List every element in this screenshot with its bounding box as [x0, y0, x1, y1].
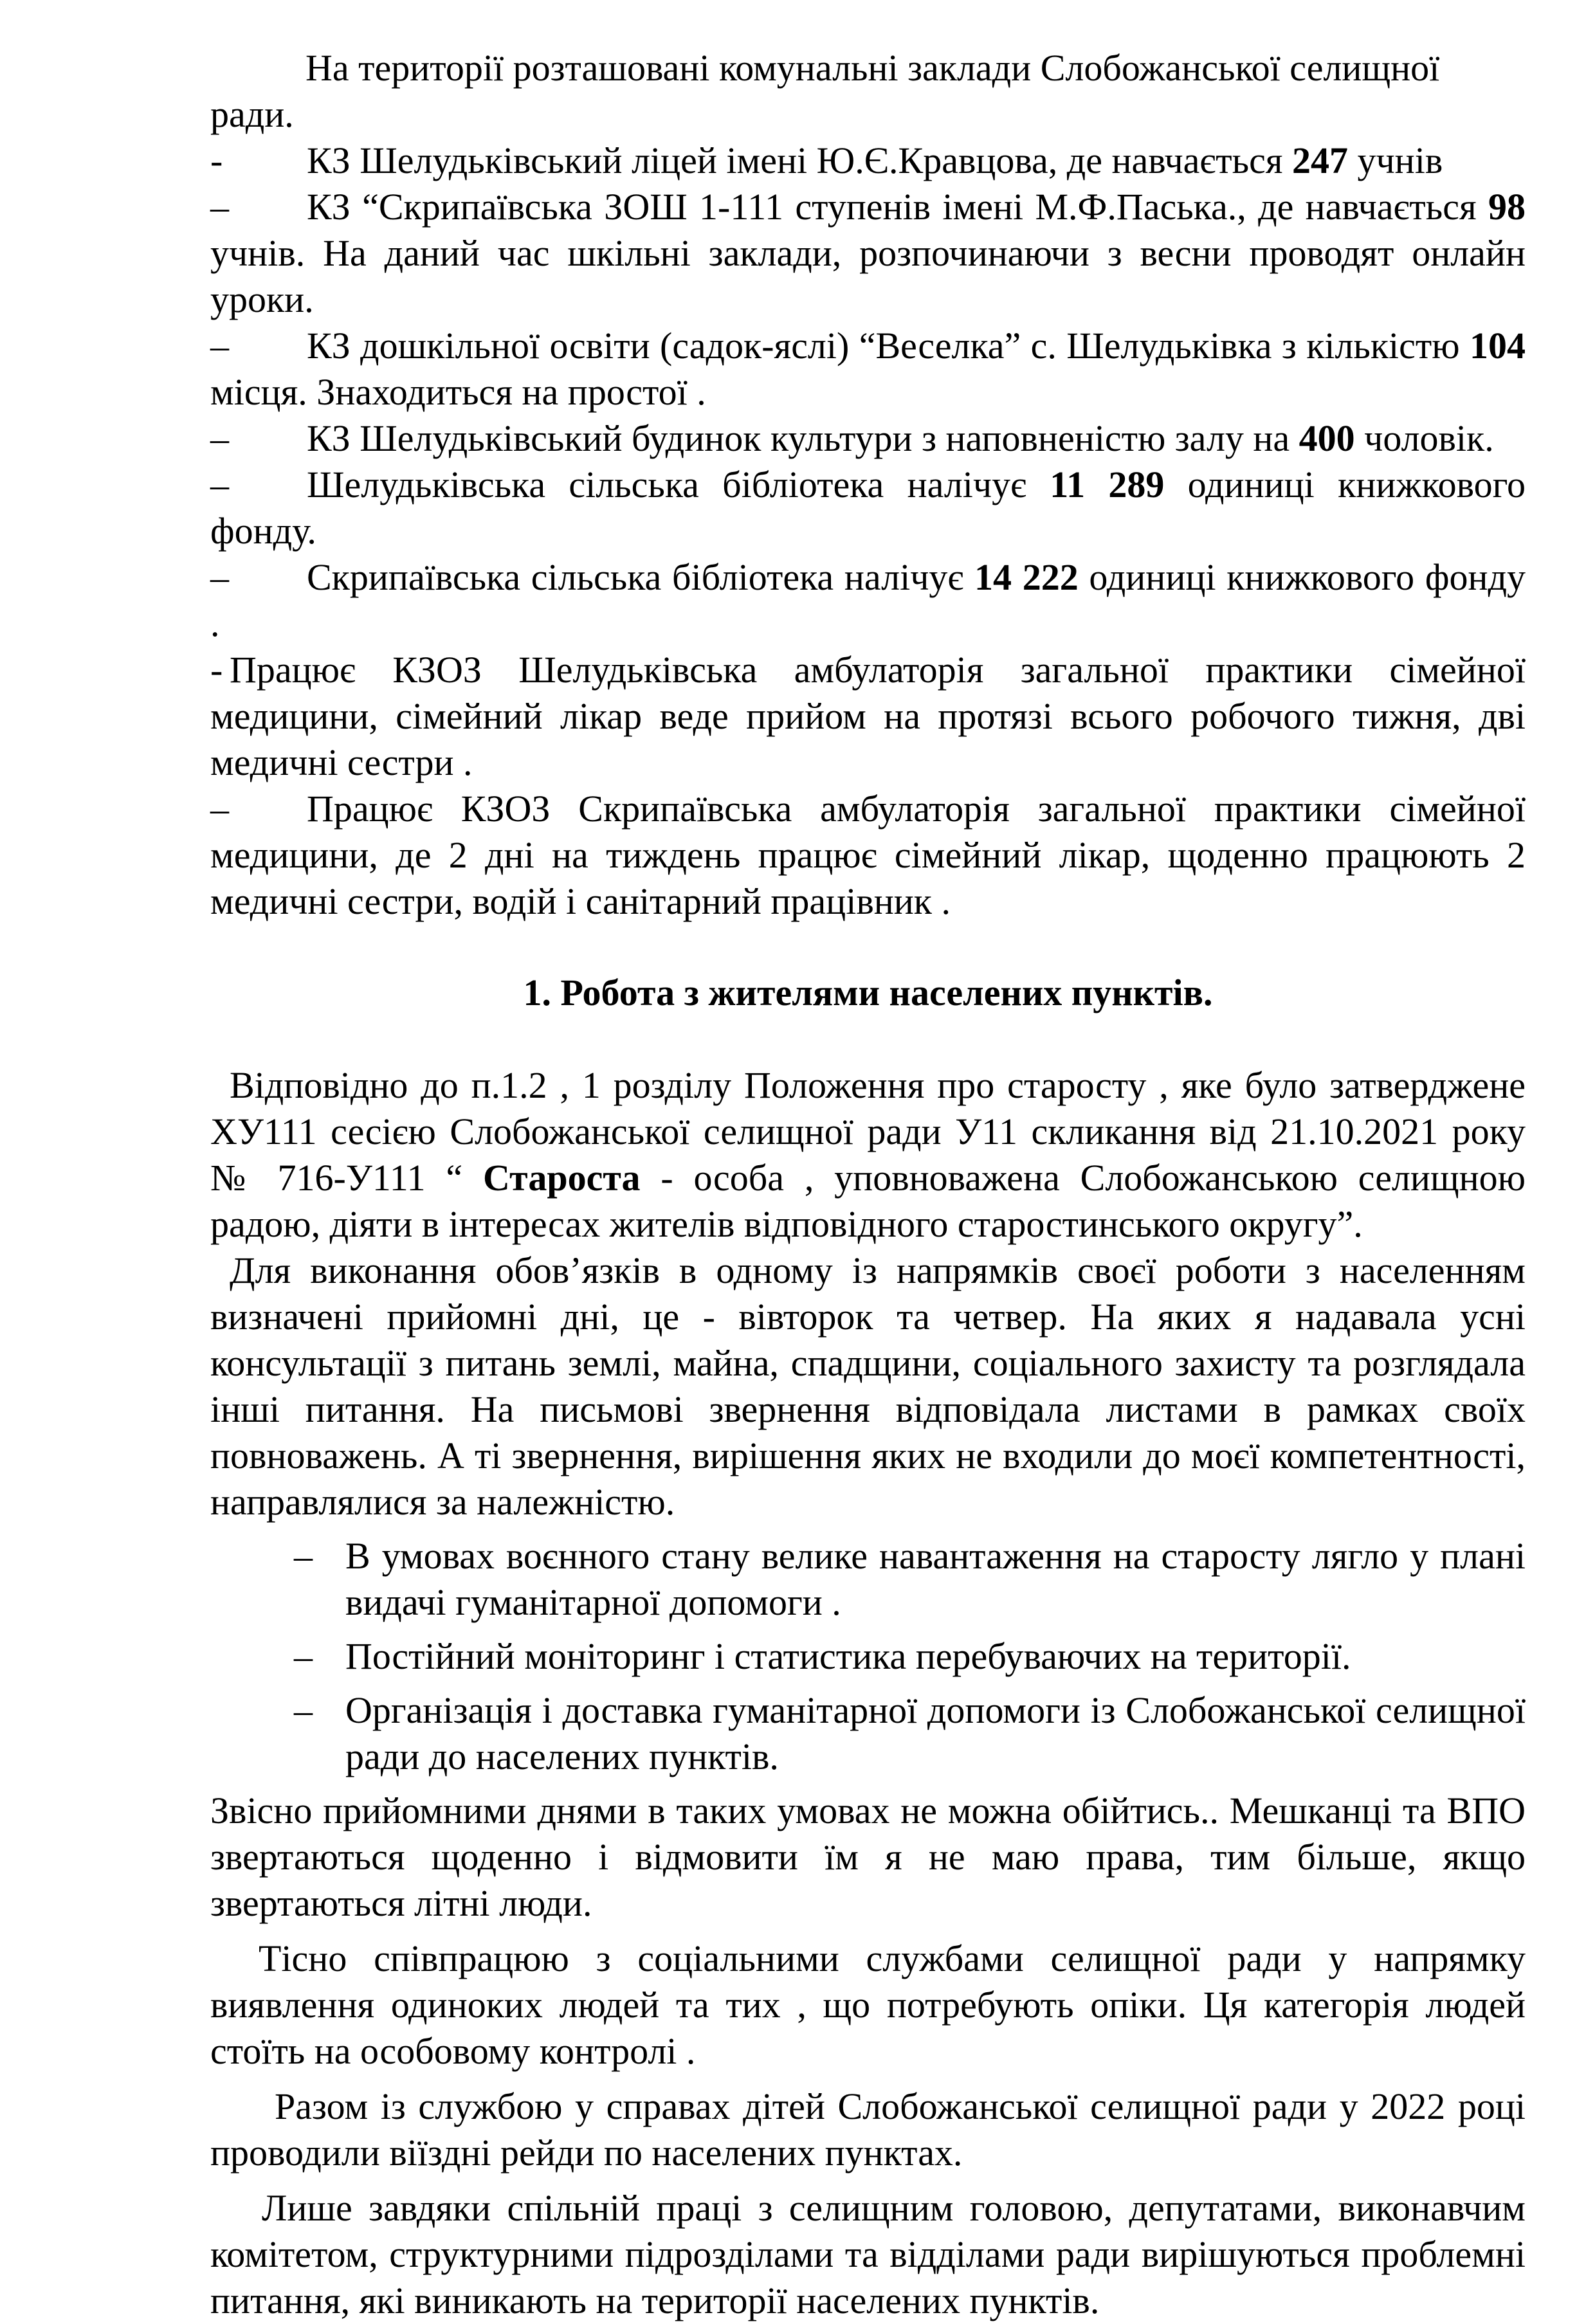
book-count: 14 222	[974, 556, 1079, 598]
duties-paragraph: Для виконання обов’язків в одному із напрямків своєї роботи з населенням визначені прийомні дні, це - вівторок та четвер. На яких я надавала усні консультації з питань землі, майна, спадщини, соціального захисту та розглядала інші питання. На письмові звернення відповідала листами в рамках своїх повноважень. А ті звернення, вирішення яких не входили до моєї компетентності, направлялися за належністю.	[210, 1249, 1526, 1523]
intro-paragraph: На території розташовані комунальні заклади Слобожанської селищної ради.	[210, 47, 1440, 135]
starosta-term: Староста	[483, 1157, 641, 1199]
list-item: – Організація і доставка гуманітарної допомоги із Слобожанської селищної ради до населених пунктів.	[281, 1687, 1526, 1780]
dash-marker: -	[210, 649, 223, 691]
document-page	[210, 45, 1526, 2324]
student-count: 247	[1292, 140, 1348, 181]
institution-item: - КЗ Шелудьківський ліцей імені Ю.Є.Кравцова, де навчається 247 учнів	[210, 138, 1526, 184]
dash-marker: –	[210, 556, 229, 598]
dash-marker: -	[210, 140, 223, 181]
clinic-item: – Працює КЗОЗ Скрипаївська амбулаторія загальної практики сімейної медицини, де 2 дні на тиждень працює сімейний лікар, щоденно працюють 2 медичні сестри, водій і санітарний працівник .	[210, 786, 1526, 925]
dash-marker: –	[210, 788, 229, 830]
dash-marker: –	[210, 417, 229, 459]
clinic-item: - Працює КЗОЗ Шелудьківська амбулаторія загальної практики сімейної медицини, сімейний лікар веде прийом на протязі всього робочого тижня, дві медичні сестри .	[210, 647, 1526, 786]
duties-list	[210, 1533, 1526, 1780]
dash-marker: –	[294, 1535, 313, 1577]
institution-item: – КЗ Шелудьківський будинок культури з наповненістю залу на 400 чоловік.	[210, 415, 1526, 462]
section-heading: 1. Робота з жителями населених пунктів.	[523, 972, 1213, 1013]
dash-marker: –	[210, 464, 229, 505]
student-count: 98	[1488, 186, 1526, 228]
dash-marker: –	[210, 325, 229, 367]
capacity-count: 104	[1470, 325, 1526, 367]
list-item: – Постійний моніторинг і статистика перебуваючих на території.	[281, 1633, 1526, 1680]
institution-item: – Шелудьківська сільська бібліотека налічує 11 289 одиниці книжкового фонду.	[210, 462, 1526, 554]
regulation-paragraph: Відповідно до п.1.2 , 1 розділу Положення про старосту , яке було затверджене ХУ111 сесією Слобожанської селищної ради У11 скликання від 21.10.2021 року № 716-У111 “ Староста - особа , уповноважена Слобожанською селищною радою, діяти в інтересах жителів відповідного старостинського округу”.	[210, 1064, 1526, 1245]
cooperation-paragraph: Лише завдяки спільній праці з селищним головою, депутатами, виконавчим комітетом, структурними підрозділами та відділами ради вирішуються проблемні питання, які виникають на території населених пунктів.	[210, 2187, 1526, 2321]
institution-item: – КЗ “Скрипаївська ЗОШ 1-111 ступенів імені М.Ф.Паська., де навчається 98 учнів. На даний час шкільні заклади, розпочинаючи з весни проводят онлайн уроки.	[210, 184, 1526, 323]
dash-marker: –	[294, 1635, 313, 1677]
children-paragraph: Разом із службою у справах дітей Слобожанської селищної ради у 2022 році проводили віїздні рейди по населених пунктах.	[210, 2085, 1526, 2174]
book-count: 11 289	[1050, 464, 1165, 505]
social-paragraph: Тісно співпрацюю з соціальними службами селищної ради у напрямку виявлення одиноких людей та тих , що потребують опіки. Ця категорія людей стоїть на особовому контролі .	[210, 1938, 1526, 2072]
dash-marker: –	[294, 1689, 313, 1731]
list-item: – В умовах воєнного стану велике навантаження на старосту лягло у плані видачі гуманітарної допомоги .	[281, 1533, 1526, 1626]
institution-item: – КЗ дошкільної освіти (садок-яслі) “Веселка” с. Шелудьківка з кількістю 104 місця. Знаходиться на простої .	[210, 323, 1526, 415]
hall-capacity: 400	[1299, 417, 1355, 459]
daily-paragraph: Звісно прийомними днями в таких умовах не можна обійтись.. Мешканці та ВПО звертаються щоденно і відмовити їм я не маю права, тим більше, якщо звертаються літні люди.	[210, 1790, 1526, 1924]
institution-item: – Скрипаївська сільська бібліотека налічує 14 222 одиниці книжкового фонду .	[210, 554, 1526, 647]
dash-marker: –	[210, 186, 229, 228]
